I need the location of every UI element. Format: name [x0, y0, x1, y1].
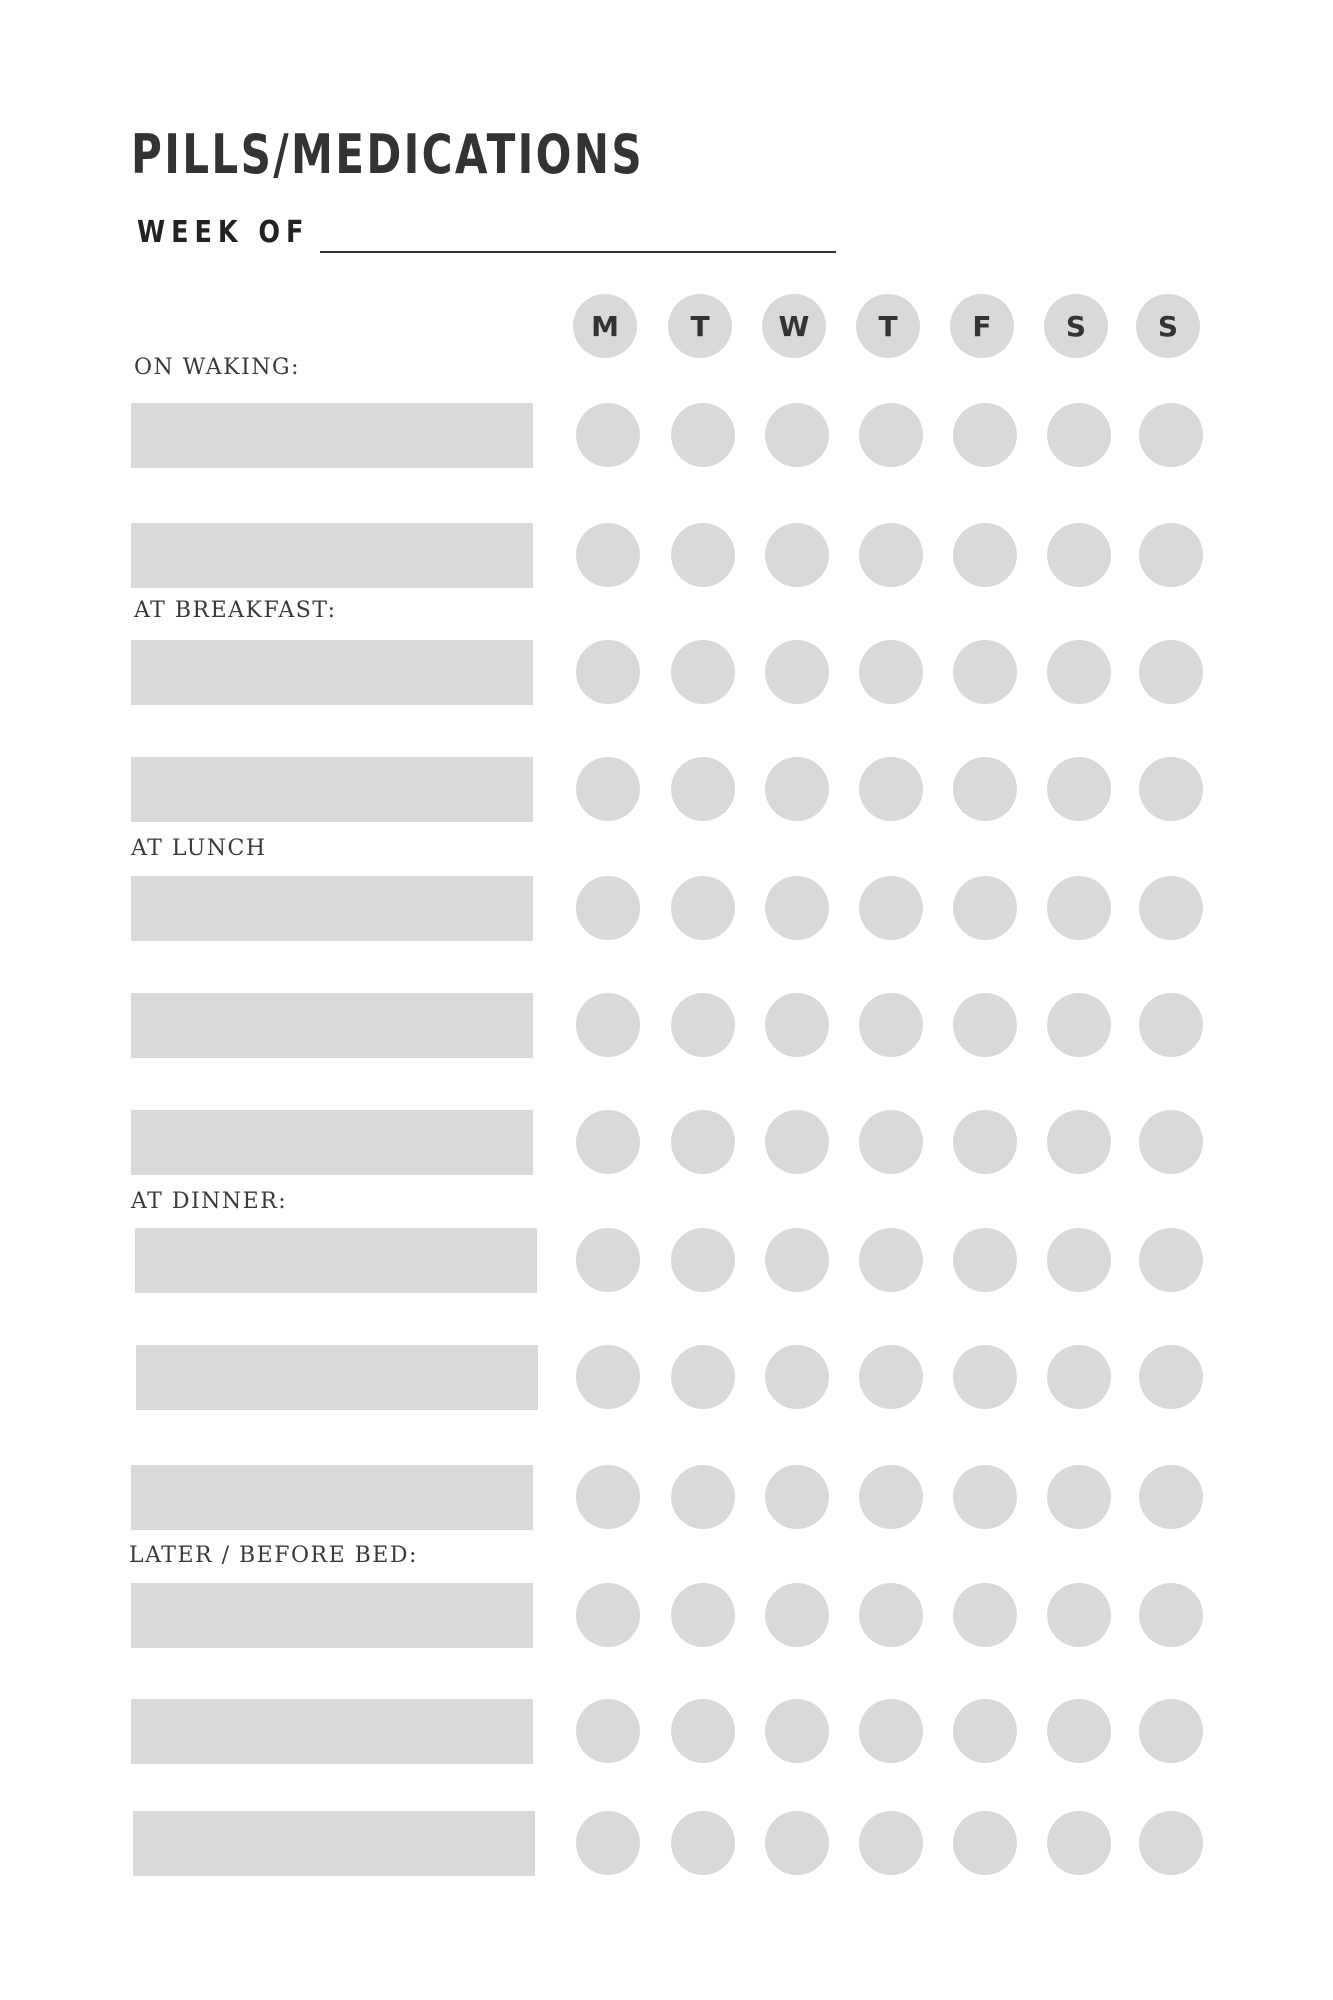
check-circle-sun[interactable] — [1139, 1110, 1203, 1174]
check-circle-mon[interactable] — [576, 403, 640, 467]
day-header-sun: S — [1136, 294, 1200, 358]
check-circle-mon[interactable] — [576, 1583, 640, 1647]
medication-name-field[interactable] — [131, 876, 533, 941]
medication-name-field[interactable] — [135, 1228, 537, 1293]
check-circle-wed[interactable] — [765, 1345, 829, 1409]
check-circle-mon[interactable] — [576, 640, 640, 704]
check-circle-mon[interactable] — [576, 757, 640, 821]
check-circle-fri[interactable] — [953, 640, 1017, 704]
check-circle-tue[interactable] — [671, 876, 735, 940]
check-circle-thu[interactable] — [859, 1345, 923, 1409]
check-circle-thu[interactable] — [859, 993, 923, 1057]
check-circle-tue[interactable] — [671, 757, 735, 821]
check-circle-sun[interactable] — [1139, 1228, 1203, 1292]
check-circle-thu[interactable] — [859, 876, 923, 940]
check-circle-fri[interactable] — [953, 993, 1017, 1057]
check-circle-thu[interactable] — [859, 1110, 923, 1174]
check-circle-thu[interactable] — [859, 1699, 923, 1763]
check-circle-fri[interactable] — [953, 1811, 1017, 1875]
check-circle-tue[interactable] — [671, 523, 735, 587]
medication-name-field[interactable] — [131, 640, 533, 705]
check-circle-wed[interactable] — [765, 523, 829, 587]
check-circle-sun[interactable] — [1139, 1583, 1203, 1647]
section-label: AT LUNCH — [131, 836, 267, 861]
check-circle-sat[interactable] — [1047, 1699, 1111, 1763]
page-title: PILLS/MEDICATIONS — [131, 123, 645, 186]
check-circle-mon[interactable] — [576, 993, 640, 1057]
check-circle-fri[interactable] — [953, 1110, 1017, 1174]
check-circle-wed[interactable] — [765, 1699, 829, 1763]
medication-name-field[interactable] — [131, 523, 533, 588]
check-circle-mon[interactable] — [576, 523, 640, 587]
check-circle-tue[interactable] — [671, 1699, 735, 1763]
check-circle-wed[interactable] — [765, 1811, 829, 1875]
check-circle-fri[interactable] — [953, 523, 1017, 587]
check-circle-fri[interactable] — [953, 1345, 1017, 1409]
medication-name-field[interactable] — [133, 1811, 535, 1876]
check-circle-sat[interactable] — [1047, 993, 1111, 1057]
day-header-sat: S — [1044, 294, 1108, 358]
check-circle-sun[interactable] — [1139, 993, 1203, 1057]
check-circle-sun[interactable] — [1139, 1465, 1203, 1529]
check-circle-thu[interactable] — [859, 1583, 923, 1647]
check-circle-sat[interactable] — [1047, 403, 1111, 467]
check-circle-sun[interactable] — [1139, 403, 1203, 467]
check-circle-wed[interactable] — [765, 757, 829, 821]
day-header-fri: F — [950, 294, 1014, 358]
check-circle-wed[interactable] — [765, 640, 829, 704]
check-circle-mon[interactable] — [576, 1699, 640, 1763]
check-circle-tue[interactable] — [671, 640, 735, 704]
medication-name-field[interactable] — [131, 1110, 533, 1175]
check-circle-sat[interactable] — [1047, 640, 1111, 704]
check-circle-tue[interactable] — [671, 1811, 735, 1875]
check-circle-mon[interactable] — [576, 1345, 640, 1409]
check-circle-mon[interactable] — [576, 876, 640, 940]
check-circle-sat[interactable] — [1047, 1345, 1111, 1409]
check-circle-fri[interactable] — [953, 1583, 1017, 1647]
check-circle-sun[interactable] — [1139, 757, 1203, 821]
check-circle-sat[interactable] — [1047, 523, 1111, 587]
week-of-field[interactable] — [320, 251, 836, 253]
section-label: LATER / BEFORE BED: — [129, 1543, 418, 1568]
check-circle-sat[interactable] — [1047, 876, 1111, 940]
check-circle-thu[interactable] — [859, 1228, 923, 1292]
medication-name-field[interactable] — [131, 403, 533, 468]
day-header-thu: T — [856, 294, 920, 358]
check-circle-mon[interactable] — [576, 1228, 640, 1292]
check-circle-fri[interactable] — [953, 757, 1017, 821]
check-circle-sun[interactable] — [1139, 523, 1203, 587]
medication-name-field[interactable] — [131, 1583, 533, 1648]
day-header-mon: M — [573, 294, 637, 358]
medication-name-field[interactable] — [136, 1345, 538, 1410]
check-circle-thu[interactable] — [859, 523, 923, 587]
week-of-label: WEEK OF — [137, 215, 310, 250]
check-circle-thu[interactable] — [859, 403, 923, 467]
check-circle-mon[interactable] — [576, 1465, 640, 1529]
check-circle-thu[interactable] — [859, 1811, 923, 1875]
section-label: AT BREAKFAST: — [134, 598, 337, 623]
check-circle-tue[interactable] — [671, 1345, 735, 1409]
check-circle-fri[interactable] — [953, 876, 1017, 940]
check-circle-wed[interactable] — [765, 876, 829, 940]
check-circle-sun[interactable] — [1139, 876, 1203, 940]
check-circle-mon[interactable] — [576, 1110, 640, 1174]
section-label: ON WAKING: — [134, 355, 301, 380]
check-circle-wed[interactable] — [765, 1583, 829, 1647]
check-circle-fri[interactable] — [953, 403, 1017, 467]
medication-name-field[interactable] — [131, 757, 533, 822]
check-circle-thu[interactable] — [859, 1465, 923, 1529]
check-circle-mon[interactable] — [576, 1811, 640, 1875]
check-circle-thu[interactable] — [859, 757, 923, 821]
check-circle-fri[interactable] — [953, 1699, 1017, 1763]
day-header-tue: T — [668, 294, 732, 358]
check-circle-wed[interactable] — [765, 993, 829, 1057]
check-circle-sat[interactable] — [1047, 1811, 1111, 1875]
check-circle-tue[interactable] — [671, 403, 735, 467]
medication-name-field[interactable] — [131, 1465, 533, 1530]
check-circle-sat[interactable] — [1047, 1110, 1111, 1174]
check-circle-tue[interactable] — [671, 1110, 735, 1174]
check-circle-sat[interactable] — [1047, 757, 1111, 821]
check-circle-sun[interactable] — [1139, 1345, 1203, 1409]
check-circle-tue[interactable] — [671, 1228, 735, 1292]
check-circle-wed[interactable] — [765, 1110, 829, 1174]
check-circle-sat[interactable] — [1047, 1228, 1111, 1292]
check-circle-tue[interactable] — [671, 1465, 735, 1529]
check-circle-wed[interactable] — [765, 1228, 829, 1292]
check-circle-thu[interactable] — [859, 640, 923, 704]
check-circle-sun[interactable] — [1139, 1699, 1203, 1763]
check-circle-sun[interactable] — [1139, 640, 1203, 704]
check-circle-tue[interactable] — [671, 993, 735, 1057]
check-circle-wed[interactable] — [765, 1465, 829, 1529]
check-circle-fri[interactable] — [953, 1228, 1017, 1292]
check-circle-sat[interactable] — [1047, 1465, 1111, 1529]
check-circle-tue[interactable] — [671, 1583, 735, 1647]
check-circle-fri[interactable] — [953, 1465, 1017, 1529]
section-label: AT DINNER: — [131, 1189, 288, 1214]
check-circle-sat[interactable] — [1047, 1583, 1111, 1647]
check-circle-sun[interactable] — [1139, 1811, 1203, 1875]
day-header-wed: W — [762, 294, 826, 358]
check-circle-wed[interactable] — [765, 403, 829, 467]
medication-name-field[interactable] — [131, 1699, 533, 1764]
medication-name-field[interactable] — [131, 993, 533, 1058]
